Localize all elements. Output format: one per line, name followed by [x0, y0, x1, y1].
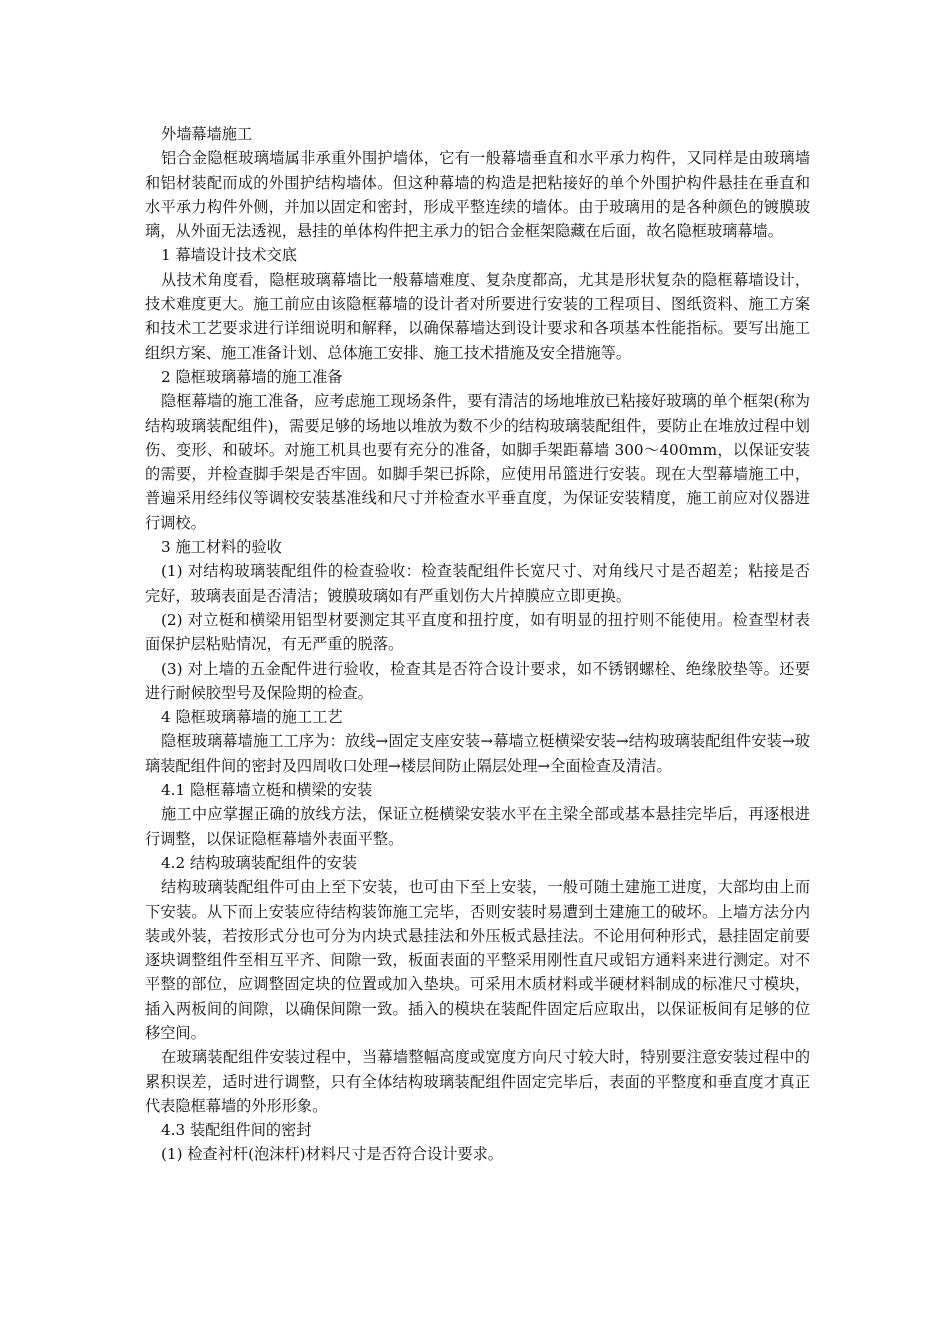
subsection-4-3-item-1: (1) 检查衬杆(泡沫杆)材料尺寸是否符合设计要求。 [161, 1145, 503, 1164]
section-2-paragraph: 隐框幕墙的施工准备，应考虑施工现场条件，要有清洁的场地堆放已粘接好玻璃的单个框架(称为结构玻璃装配组件)，需要足够的场地以堆放为数不少的结构玻璃装配组件，要防止在堆放过程中划伤、变形、和破坏。对施工机具也要有充分的准备，如脚手架距幕墙 300～400mm，以保证安装的需要，并检查脚手架是否牢固。如脚手架已拆除，应使用吊篮进行安装。现在大型幕墙施工中，普遍采用经纬仪等调校安装基准线和尺寸并检查水平垂直度，为保证安装精度，施工前应对仪器进行调校。 [145, 392, 810, 532]
intro-paragraph: 铝合金隐框玻璃墙属非承重外围护墙体，它有一般幕墙垂直和水平承力构件，又同样是由玻璃墙和铝材装配而成的外围护结构墙体。但这种幕墙的构造是把粘接好的单个外围护构件悬挂在垂直和水平承力构件外侧，并加以固定和密封，形成平整连续的墙体。由于玻璃用的是各种颜色的镀膜玻璃，从外面无法透视，悬挂的单体构件把主承力的铝合金框架隐藏在后面，故名隐框玻璃幕墙。 [145, 149, 810, 241]
section-3-item-1: (1) 对结构玻璃装配组件的检查验收：检查装配组件长宽尺寸、对角线尺寸是否超差；粘接是否完好，玻璃表面是否清洁；镀膜玻璃如有严重划伤大片掉膜应立即更换。 [145, 562, 810, 605]
section-3-item-2: (2) 对立梃和横梁用铝型材要测定其平直度和扭拧度，如有明显的扭拧则不能使用。检查型材表面保护层粘贴情况，有无严重的脱落。 [145, 610, 810, 654]
section-heading-3: 3 施工材料的验收 [161, 538, 282, 557]
section-heading-1: 1 幕墙设计技术交底 [161, 246, 297, 265]
section-3-item-3: (3) 对上墙的五金配件进行验收，检查其是否符合设计要求，如不锈钢螺栓、绝缘胶垫等。还要进行耐候胶型号及保险期的检查。 [145, 659, 810, 702]
subsection-4-2-paragraph-2: 在玻璃装配组件安装过程中，当幕墙整幅高度或宽度方向尺寸较大时，特别要注意安装过程中的累积误差，适时进行调整，只有全体结构玻璃装配组件固定完毕后，表面的平整度和垂直度才真正代表隐框幕墙的外形形象。 [145, 1048, 810, 1115]
section-1-paragraph: 从技术角度看，隐框玻璃幕墙比一般幕墙难度、复杂度都高，尤其是形状复杂的隐框幕墙设计，技术难度更大。施工前应由该隐框幕墙的设计者对所要进行安装的工程项目、图纸资料、施工方案和技术工艺要求进行详细说明和解释，以确保幕墙达到设计要求和各项基本性能指标。要写出施工组织方案、施工准备计划、总体施工安排、施工技术措施及安全措施等。 [145, 270, 810, 362]
subsection-heading-4-3: 4.3 装配组件间的密封 [161, 1121, 312, 1140]
document-page [145, 122, 810, 1167]
section-heading-2: 2 隐框玻璃幕墙的施工准备 [161, 367, 343, 386]
section-4-paragraph: 隐框玻璃幕墙施工工序为：放线→固定支座安装→幕墙立梃横梁安装→结构玻璃装配组件安装→玻璃装配组件间的密封及四周收口处理→楼层间防止隔层处理→全面检查及清洁。 [145, 732, 810, 775]
document-title: 外墙幕墙施工 [161, 125, 253, 143]
subsection-4-2-paragraph-1: 结构玻璃装配组件可由上至下安装，也可由下至上安装，一般可随土建施工进度，大部均由上而下安装。从下而上安装应待结构装饰施工完毕，否则安装时易遭到土建施工的破坏。上墙方法分内装或外装，若按形式分也可分为内块式悬挂法和外压板式悬挂法。不论用何种形式，悬挂固定前要逐块调整组件至相互平齐、间隙一致，板面表面的平整采用刚性直尺或铝方通料来进行测定。对不平整的部位，应调整固定块的位置或加入垫块。可采用木质材料或半硬材料制成的标准尺寸模块，插入两板间的间隙，以确保间隙一致。插入的模块在装配件固定后应取出，以保证板间有足够的位移空间。 [145, 878, 810, 1042]
subsection-4-1-paragraph: 施工中应掌握正确的放线方法，保证立梃横梁安装水平在主梁全部或基本悬挂完毕后，再逐根进行调整，以保证隐框幕墙外表面平整。 [145, 805, 810, 848]
section-heading-4: 4 隐框玻璃幕墙的施工工艺 [161, 708, 343, 727]
subsection-heading-4-1: 4.1 隐框幕墙立梃和横梁的安装 [161, 781, 373, 800]
subsection-heading-4-2: 4.2 结构玻璃装配组件的安装 [161, 853, 358, 872]
